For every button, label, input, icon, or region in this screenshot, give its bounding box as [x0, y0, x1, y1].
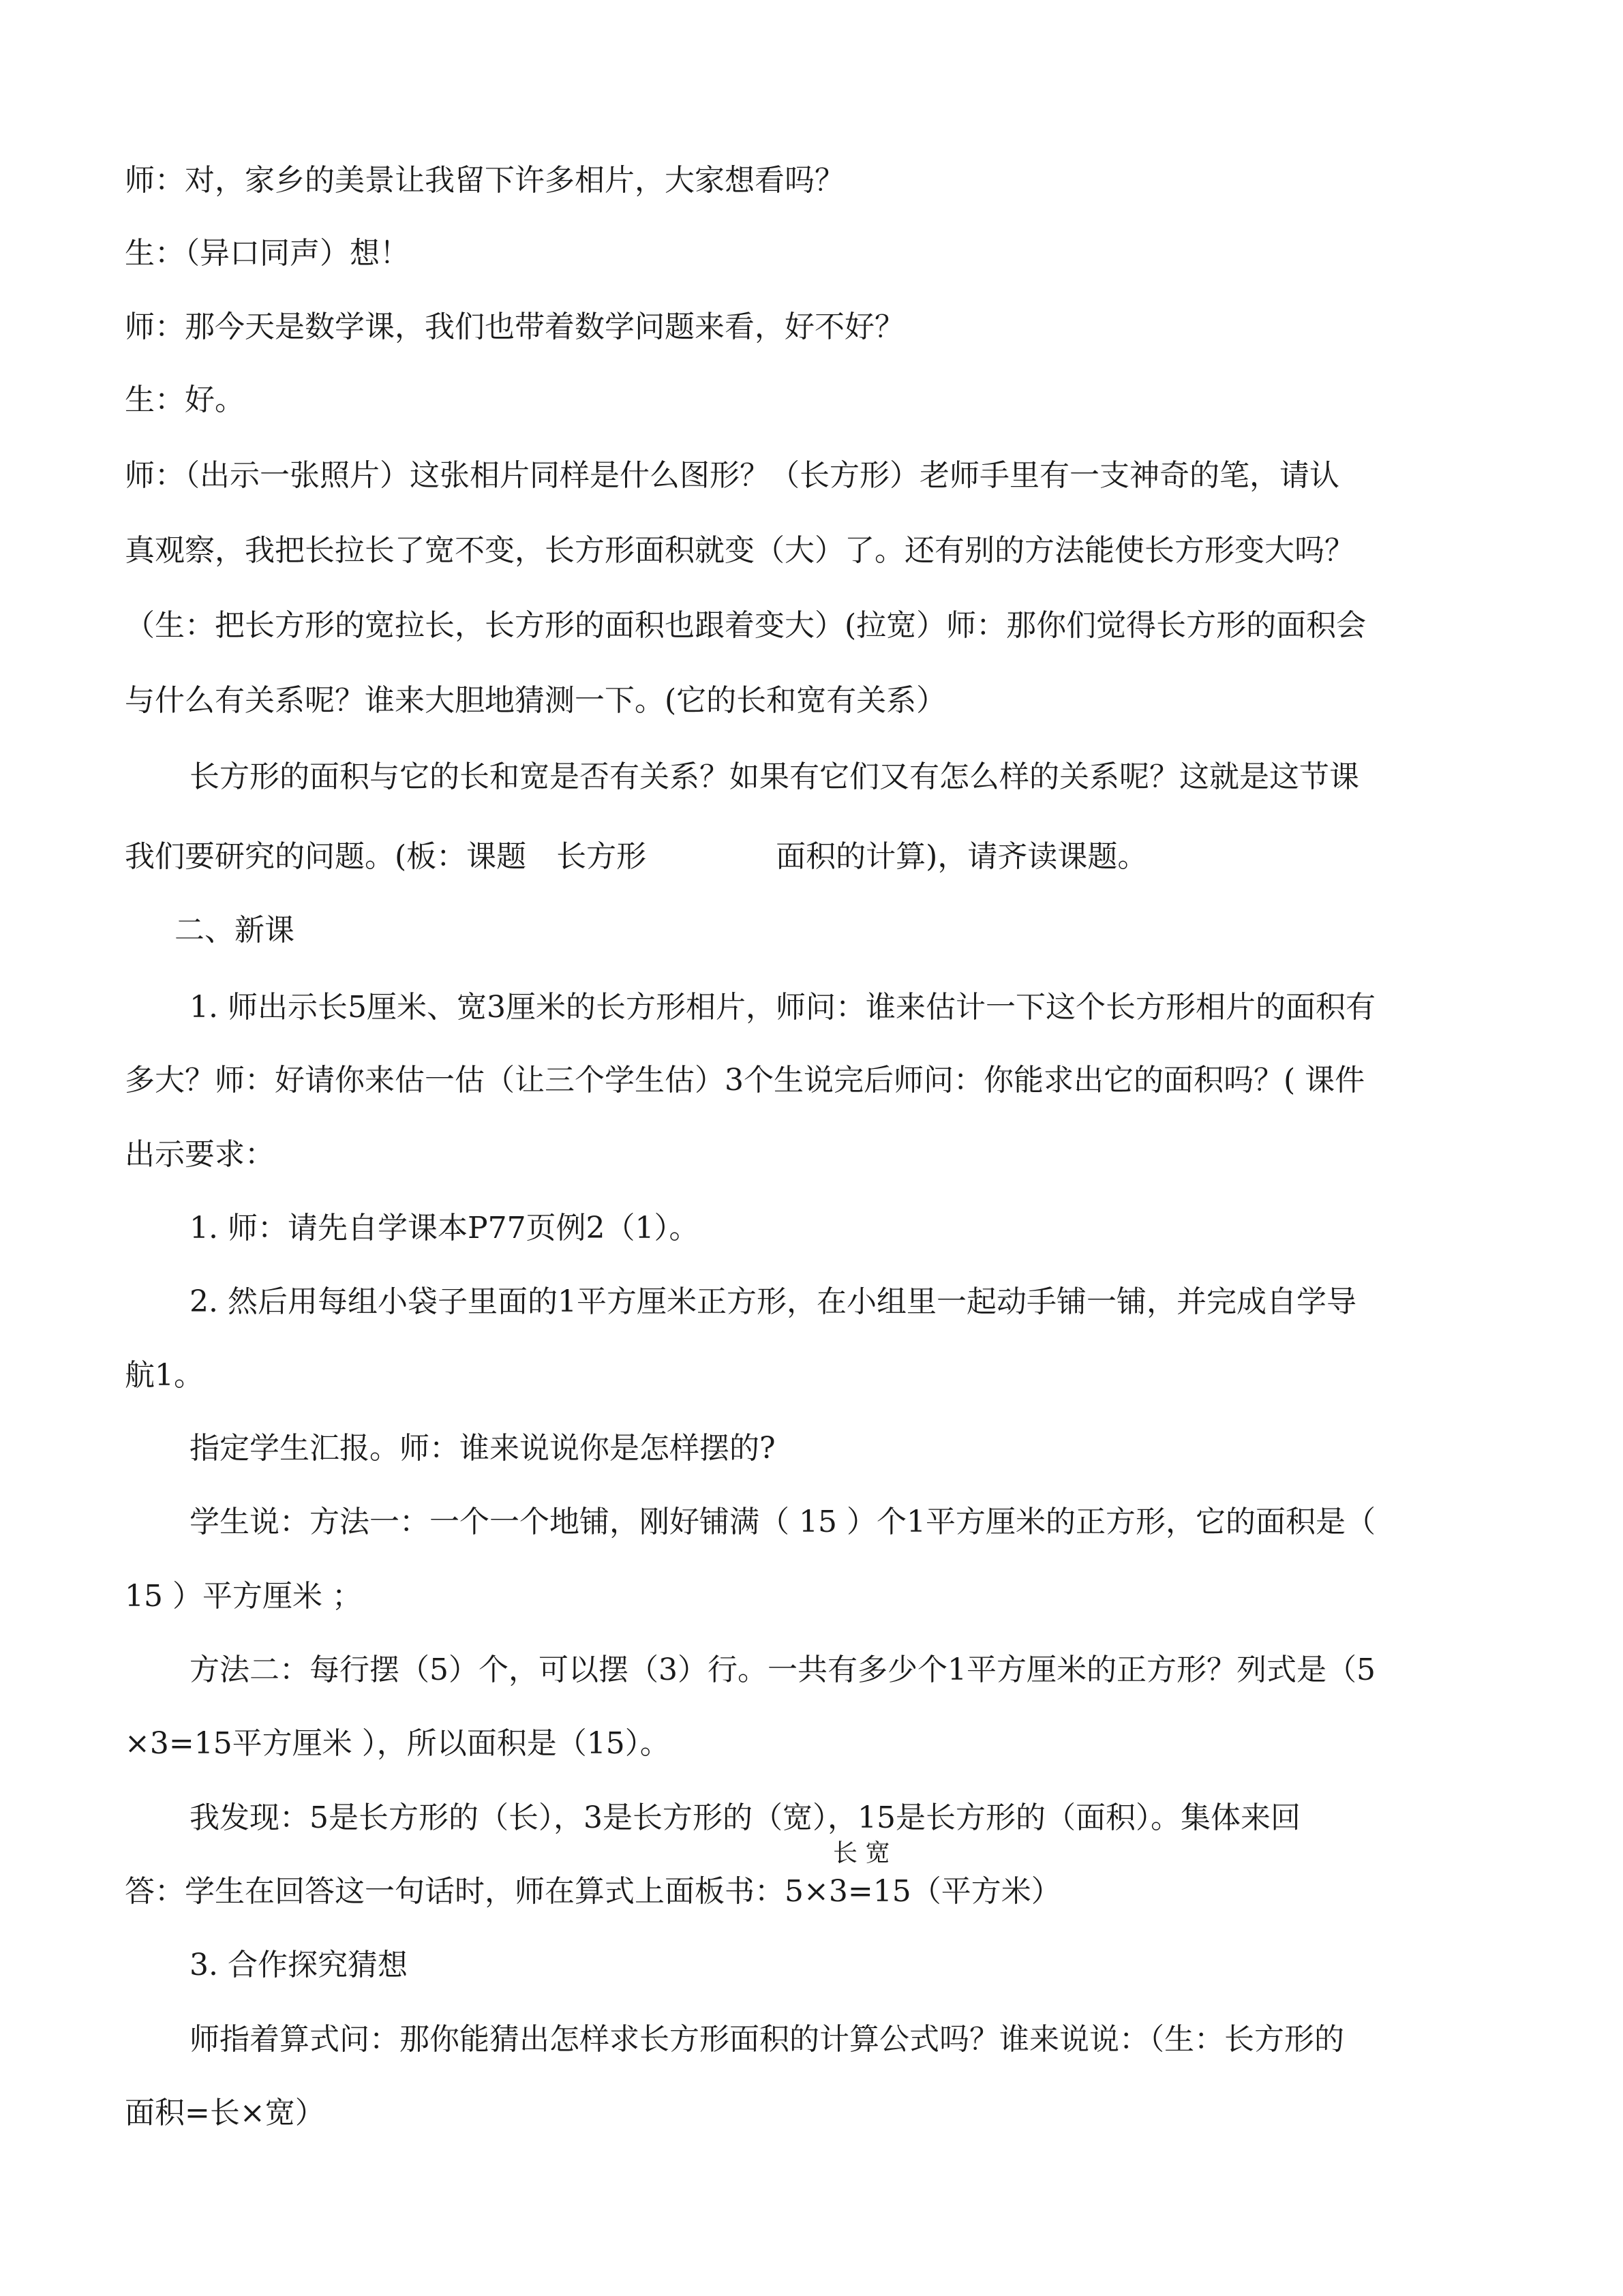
- text-line-13: 多大？师：好请你来估一估（让三个学生估）3个生说完后师问：你能求出它的面积吗？( 课件: [125, 1063, 1365, 1098]
- text-line-18: 指定学生汇报。师：谁来说说你是怎样摆的?: [189, 1431, 776, 1466]
- text-line-16: 2. 然后用每组小袋子里面的1平方厘米正方形，在小组里一起动手铺一铺，并完成自学导: [189, 1284, 1356, 1319]
- text-line-27: 面积=长×宽）: [125, 2096, 325, 2130]
- text-line-1: 师：对，家乡的美景让我留下许多相片，大家想看吗？: [125, 163, 845, 198]
- text-line-6: 真观察，我把长拉长了宽不变，长方形面积就变（大）了。还有别的方法能使长方形变大吗？: [125, 533, 1354, 568]
- text-line-26: 师指着算式问：那你能猜出怎样求长方形面积的计算公式吗？谁来说说：（生：长方形的: [189, 2022, 1344, 2057]
- text-line-22: ×3=15平方厘米 ），所以面积是（15）。: [125, 1726, 670, 1761]
- board-annotation-length-width: 长 宽: [833, 1839, 890, 1867]
- text-line-5: 师：（出示一张照片）这张相片同样是什么图形？（长方形）老师手里有一支神奇的笔，请认: [125, 458, 1339, 493]
- text-line-12: 1. 师出示长5厘米、宽3厘米的长方形相片，师问：谁来估计一下这个长方形相片的面积有: [189, 990, 1376, 1025]
- text-line-10a: 我们要研究的问题。(板：课题 长方形: [125, 839, 647, 874]
- text-line-10b: 面积的计算)，请齐读课题。: [776, 839, 1148, 874]
- text-line-4: 生：好。: [125, 382, 245, 417]
- text-line-7: （生：把长方形的宽拉长，长方形的面积也跟着变大）(拉宽）师：那你们觉得长方形的面积会: [125, 608, 1367, 643]
- text-line-9: 长方形的面积与它的长和宽是否有关系？如果有它们又有怎么样的关系呢？这就是这节课: [189, 759, 1359, 794]
- text-line-8: 与什么有关系呢？谁来大胆地猜测一下。(它的长和宽有关系）: [125, 683, 947, 718]
- text-line-25: 3. 合作探究猜想: [189, 1948, 408, 1982]
- text-line-10: [125, 836, 1495, 877]
- text-line-17: 航1。: [125, 1358, 204, 1393]
- text-line-15: 1. 师：请先自学课本P77页例2（1）。: [189, 1211, 699, 1245]
- text-line-19: 学生说：方法一：一个一个地铺，刚好铺满（ 15 ）个1平方厘米的正方形，它的面积是（: [189, 1505, 1376, 1539]
- text-line-23: 我发现：5是长方形的（长），3是长方形的（宽），15是长方形的（面积）。集体来回: [189, 1800, 1301, 1835]
- text-line-14: 出示要求：: [125, 1137, 275, 1172]
- text-line-3: 师：那今天是数学课，我们也带着数学问题来看，好不好？: [125, 309, 905, 344]
- section-heading-new-lesson: 二、新课: [175, 913, 294, 948]
- text-line-24: 答：学生在回答这一句话时，师在算式上面板书：5×3=15（平方米）: [125, 1874, 1061, 1909]
- text-line-2: 生：（异口同声）想！: [125, 236, 410, 271]
- text-line-21: 方法二：每行摆（5）个，可以摆（3）行。一共有多少个1平方厘米的正方形？列式是（5: [189, 1652, 1376, 1687]
- text-line-20: 15 ）平方厘米 ；: [125, 1579, 362, 1614]
